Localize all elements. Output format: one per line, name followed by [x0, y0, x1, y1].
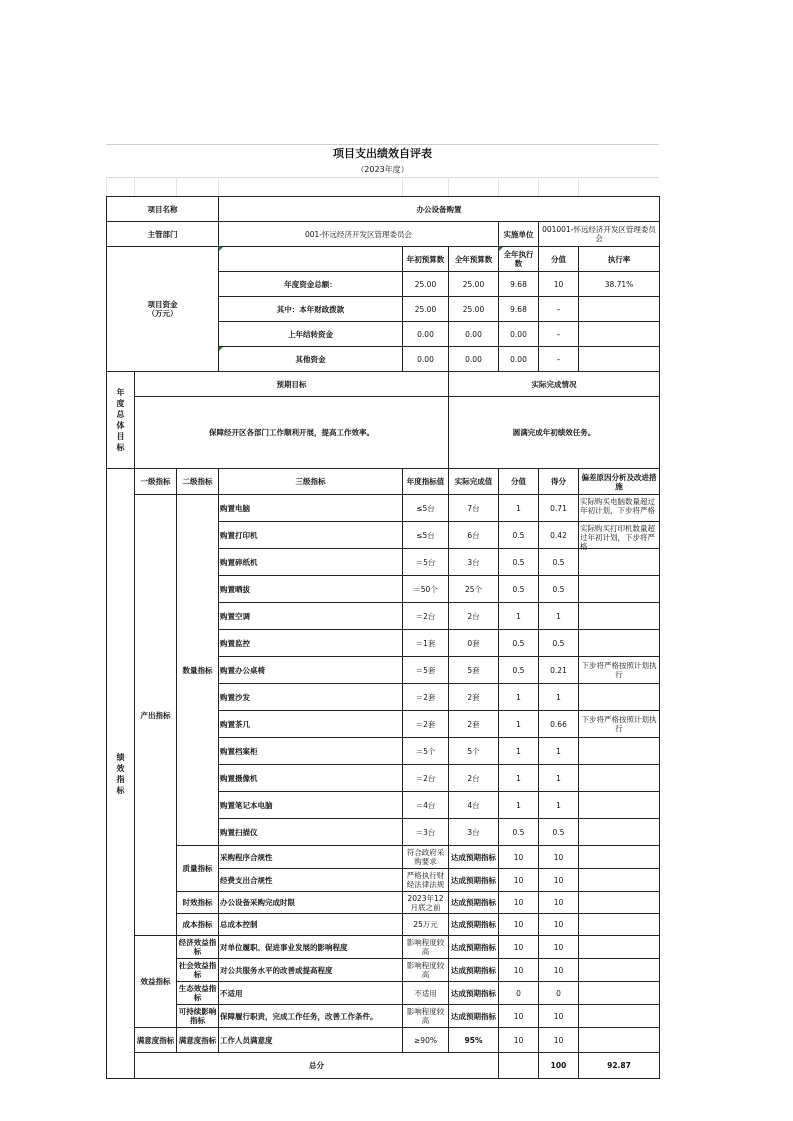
indicator-actual: 95%: [449, 1028, 499, 1053]
funds-row-budget: 0.00: [403, 347, 449, 372]
header-level3: 三级指标: [219, 469, 403, 495]
indicator-target: ＝2台: [403, 603, 449, 630]
total-blank: [499, 1053, 539, 1079]
indicator-note: [579, 1005, 660, 1028]
indicator-target: ＝4台: [403, 792, 449, 819]
dept-value: 001-怀远经济开发区管理委员会: [219, 222, 499, 247]
funds-row-label: 年度资金总额：: [219, 272, 403, 297]
total-score: 92.87: [579, 1053, 660, 1079]
indicator-weight: 0.5: [499, 522, 539, 549]
indicator-name: 保障履行职责，完成工作任务，改善工作条件。: [219, 1005, 403, 1028]
indicator-name: 购置空调: [219, 603, 403, 630]
indicator-note: [579, 495, 660, 522]
indicator-note: [579, 522, 660, 549]
funds-row-rate: [579, 297, 660, 322]
indicator-weight: 10: [499, 936, 539, 959]
indicator-weight: 1: [499, 603, 539, 630]
funds-row-full: 25.00: [449, 272, 499, 297]
funds-row-budget: 25.00: [403, 272, 449, 297]
funds-header-budget: 年初预算数: [403, 247, 449, 272]
impl-label: 实施单位: [499, 222, 539, 247]
indicator-row: [107, 982, 660, 1005]
funds-header-exec: 全年执行数: [499, 247, 539, 272]
goals-section-text: 年度总体目标: [116, 388, 125, 452]
goals-header-row: [107, 372, 660, 397]
indicator-target: ＝1套: [403, 630, 449, 657]
level2-ecological: 生态效益指标: [177, 982, 219, 1005]
indicator-weight: 1: [499, 684, 539, 711]
indicator-weight: 0.5: [499, 657, 539, 684]
indicator-row: [107, 959, 660, 982]
indicator-name: 对公共服务水平的改善或提高程度: [219, 959, 403, 982]
indicator-note: [579, 684, 660, 711]
indicator-note: [579, 869, 660, 892]
indicator-target: ＝3台: [403, 819, 449, 846]
indicator-name: 购置档案柜: [219, 738, 403, 765]
indicator-weight: 1: [499, 765, 539, 792]
indicator-name: 总成本控制: [219, 914, 403, 936]
indicator-note: [579, 549, 660, 576]
funds-header-rate: 执行率: [579, 247, 660, 272]
indicator-name: 购置办公桌椅: [219, 657, 403, 684]
indicator-row: [107, 495, 660, 522]
indicator-name: 对单位履职、促进事业发展的影响程度: [219, 936, 403, 959]
indicator-row: [107, 914, 660, 936]
indicator-target: ＝5台: [403, 549, 449, 576]
indicator-name: 购置打印机: [219, 522, 403, 549]
funds-label-line1: 项目资金: [147, 300, 178, 309]
funds-row-full: 0.00: [449, 347, 499, 372]
indicator-weight: 10: [499, 892, 539, 914]
indicators-section-label: [107, 469, 135, 1079]
indicator-actual: 达成预期指标: [449, 846, 499, 869]
indicator-weight: 10: [499, 914, 539, 936]
indicator-name: 购置笔记本电脑: [219, 792, 403, 819]
funds-header-weight: 分值: [539, 247, 579, 272]
level2-sustainable: 可持续影响指标: [177, 1005, 219, 1028]
header-score: 得分: [539, 469, 579, 495]
level2-timeliness: 时效指标: [177, 892, 219, 914]
indicator-score: 10: [539, 914, 579, 936]
level2-social: 社会效益指标: [177, 959, 219, 982]
indicator-actual: 达成预期指标: [449, 1005, 499, 1028]
indicator-weight: 0: [499, 982, 539, 1005]
total-weight: 100: [539, 1053, 579, 1079]
indicator-name: 购置电脑: [219, 495, 403, 522]
funds-label: [107, 247, 219, 372]
indicator-weight: 1: [499, 792, 539, 819]
indicator-weight: 1: [499, 711, 539, 738]
funds-row-full: 25.00: [449, 297, 499, 322]
indicator-target: ＝2台: [403, 765, 449, 792]
expected-goal-header: 预期目标: [135, 372, 449, 397]
funds-row-budget: 25.00: [403, 297, 449, 322]
indicator-weight: 1: [499, 495, 539, 522]
indicator-name: 办公设备采购完成时限: [219, 892, 403, 914]
indicator-score: 1: [539, 684, 579, 711]
indicator-score: 0: [539, 982, 579, 1005]
indicator-weight: 0.5: [499, 576, 539, 603]
indicator-score: 1: [539, 738, 579, 765]
header-level1: 一级指标: [135, 469, 177, 495]
indicator-actual: 达成预期指标: [449, 869, 499, 892]
indicator-score: 0.71: [539, 495, 579, 522]
performance-evaluation-sheet: [106, 144, 659, 1079]
indicator-actual: 达成预期指标: [449, 914, 499, 936]
indicator-score: 1: [539, 765, 579, 792]
total-row: [107, 1053, 660, 1079]
funds-row-weight: –: [539, 297, 579, 322]
header-actual: 实际完成值: [449, 469, 499, 495]
indicator-note: [579, 630, 660, 657]
indicator-row: [107, 892, 660, 914]
indicator-name: 采购程序合规性: [219, 846, 403, 869]
indicator-row: [107, 936, 660, 959]
spacer-row: [106, 178, 659, 196]
indicator-row: [107, 1028, 660, 1053]
indicator-target: ＝2套: [403, 684, 449, 711]
indicator-note: [579, 1028, 660, 1053]
indicator-actual: 2台: [449, 765, 499, 792]
indicator-target: ＝2套: [403, 711, 449, 738]
department-row: [107, 222, 660, 247]
total-label: 总分: [135, 1053, 499, 1079]
project-name-label: 项目名称: [107, 197, 219, 222]
indicator-note: [579, 982, 660, 1005]
indicator-score: 10: [539, 959, 579, 982]
funds-row-rate: 38.71%: [579, 272, 660, 297]
funds-row-exec: 0.00: [499, 322, 539, 347]
sheet-title: 项目支出绩效自评表: [106, 144, 659, 163]
actual-goal-header: 实际完成情况: [449, 372, 660, 397]
indicator-actual: 5套: [449, 657, 499, 684]
indicator-score: 0.5: [539, 549, 579, 576]
project-name-row: [107, 197, 660, 222]
indicator-score: 1: [539, 603, 579, 630]
indicator-weight: 10: [499, 846, 539, 869]
evaluation-table: [106, 196, 660, 1079]
indicator-target: 严格执行财经法律法规: [403, 869, 449, 892]
indicator-weight: 1: [499, 738, 539, 765]
indicator-target: 2023年12月底之前: [403, 892, 449, 914]
indicator-score: 1: [539, 792, 579, 819]
indicator-actual: 达成预期指标: [449, 892, 499, 914]
indicator-weight: 10: [499, 869, 539, 892]
indicator-score: 0.66: [539, 711, 579, 738]
indicator-score: 10: [539, 846, 579, 869]
indicator-note: [579, 603, 660, 630]
indicator-name: 购置扫描仪: [219, 819, 403, 846]
indicator-target: 符合政府采购要求: [403, 846, 449, 869]
indicator-weight: 10: [499, 1005, 539, 1028]
level2-quality: 质量指标: [177, 846, 219, 892]
expected-goal-text: 保障经开区各部门工作顺利开展，提高工作效率。: [135, 397, 449, 469]
indicator-actual: 2套: [449, 711, 499, 738]
indicator-target: 影响程度较高: [403, 936, 449, 959]
funds-row-label: 其他资金: [219, 347, 403, 372]
indicator-score: 10: [539, 1028, 579, 1053]
header-note: 偏差原因分析及改进措施: [579, 469, 660, 495]
indicator-actual: 3台: [449, 549, 499, 576]
indicators-section-text: 绩效指标: [116, 752, 125, 795]
funds-row-budget: 0.00: [403, 322, 449, 347]
goals-content-row: [107, 397, 660, 469]
indicator-score: 0.5: [539, 819, 579, 846]
indicator-note: [579, 765, 660, 792]
indicator-note: 下步将严格按照计划执行: [579, 711, 660, 738]
indicator-score: 10: [539, 869, 579, 892]
indicator-note: 下步将严格按照计划执行: [579, 657, 660, 684]
indicator-weight: 10: [499, 1028, 539, 1053]
indicator-score: 0.5: [539, 576, 579, 603]
project-name-value: 办公设备购置: [219, 197, 660, 222]
indicator-target: 影响程度较高: [403, 959, 449, 982]
indicator-name: 购置晒拔: [219, 576, 403, 603]
indicator-target: ＝5个: [403, 738, 449, 765]
indicator-note: [579, 576, 660, 603]
header-level2: 二级指标: [177, 469, 219, 495]
indicator-name: 购置摄像机: [219, 765, 403, 792]
indicator-actual: 6台: [449, 522, 499, 549]
indicator-name: 购置茶几: [219, 711, 403, 738]
indicator-name: 不适用: [219, 982, 403, 1005]
actual-goal-text: 圆满完成年初绩效任务。: [449, 397, 660, 469]
funds-row-exec: 9.68: [499, 297, 539, 322]
goals-section-label: [107, 372, 135, 469]
funds-row-weight: –: [539, 322, 579, 347]
indicator-actual: 达成预期指标: [449, 936, 499, 959]
indicator-actual: 2台: [449, 603, 499, 630]
indicator-target: 不适用: [403, 982, 449, 1005]
header-target: 年度指标值: [403, 469, 449, 495]
dept-label: 主管部门: [107, 222, 219, 247]
indicator-note: [579, 936, 660, 959]
sheet-subtitle: （2023年度）: [106, 163, 659, 178]
indicator-actual: 达成预期指标: [449, 959, 499, 982]
funds-row-rate: [579, 347, 660, 372]
indicator-actual: 25个: [449, 576, 499, 603]
indicator-score: 10: [539, 1005, 579, 1028]
indicator-weight: 0.5: [499, 630, 539, 657]
indicator-score: 0.21: [539, 657, 579, 684]
funds-row-label: 上年结转资金: [219, 322, 403, 347]
funds-label-line2: （万元）: [147, 309, 178, 318]
indicator-weight: 0.5: [499, 549, 539, 576]
indicator-weight: 0.5: [499, 819, 539, 846]
indicator-actual: 4台: [449, 792, 499, 819]
funds-row-exec: 9.68: [499, 272, 539, 297]
indicator-note: [579, 914, 660, 936]
indicator-score: 10: [539, 892, 579, 914]
level2-satisfaction: 满意度指标: [177, 1028, 219, 1053]
indicator-note: [579, 846, 660, 869]
indicator-row: [107, 846, 660, 869]
indicator-note-text: 实际购买打印机数量超过年初计划，下步将严格: [580, 524, 655, 551]
indicator-actual: 2套: [449, 684, 499, 711]
funds-row-weight: –: [539, 347, 579, 372]
indicator-name: 工作人员满意度: [219, 1028, 403, 1053]
indicator-score: 0.5: [539, 630, 579, 657]
funds-row-weight: 10: [539, 272, 579, 297]
indicator-note: [579, 819, 660, 846]
indicator-target: ＝50个: [403, 576, 449, 603]
indicator-note: [579, 892, 660, 914]
indicator-target: ＝5套: [403, 657, 449, 684]
indicator-header-row: [107, 469, 660, 495]
level2-quantity: 数量指标: [177, 495, 219, 846]
indicator-note: [579, 959, 660, 982]
funds-row-exec: 0.00: [499, 347, 539, 372]
indicator-actual: 3台: [449, 819, 499, 846]
level2-economic: 经济效益指标: [177, 936, 219, 959]
indicator-name: 购置碎纸机: [219, 549, 403, 576]
indicator-name: 经费支出合规性: [219, 869, 403, 892]
indicator-actual: 0套: [449, 630, 499, 657]
indicator-name: 购置监控: [219, 630, 403, 657]
indicator-target: 影响程度较高: [403, 1005, 449, 1028]
indicator-actual: 达成预期指标: [449, 982, 499, 1005]
funds-header-blank: [219, 247, 403, 272]
level2-cost: 成本指标: [177, 914, 219, 936]
indicator-score: 0.42: [539, 522, 579, 549]
funds-header-full: 全年预算数: [449, 247, 499, 272]
level1-benefit: 效益指标: [135, 936, 177, 1028]
funds-row-full: 0.00: [449, 322, 499, 347]
level1-satisfaction: 满意度指标: [135, 1028, 177, 1053]
funds-row-label: 其中：本年财政拨款: [219, 297, 403, 322]
level1-output: 产出指标: [135, 495, 177, 936]
indicator-actual: 7台: [449, 495, 499, 522]
indicator-note: [579, 792, 660, 819]
indicator-target: ≥90%: [403, 1028, 449, 1053]
header-weight: 分值: [499, 469, 539, 495]
indicator-target: ≤5台: [403, 522, 449, 549]
indicator-note-text: 实际购买电脑数量超过年初计划，下步将严格: [580, 497, 655, 515]
indicator-row: [107, 1005, 660, 1028]
indicator-actual: 5个: [449, 738, 499, 765]
indicator-target: ≤5台: [403, 495, 449, 522]
indicator-note: [579, 738, 660, 765]
indicator-score: 10: [539, 936, 579, 959]
impl-value: 001001-怀远经济开发区管理委员会: [539, 222, 660, 247]
indicator-target: 25万元: [403, 914, 449, 936]
funds-header-row: [107, 247, 660, 272]
indicator-name: 购置沙发: [219, 684, 403, 711]
funds-row-rate: [579, 322, 660, 347]
indicator-weight: 10: [499, 959, 539, 982]
